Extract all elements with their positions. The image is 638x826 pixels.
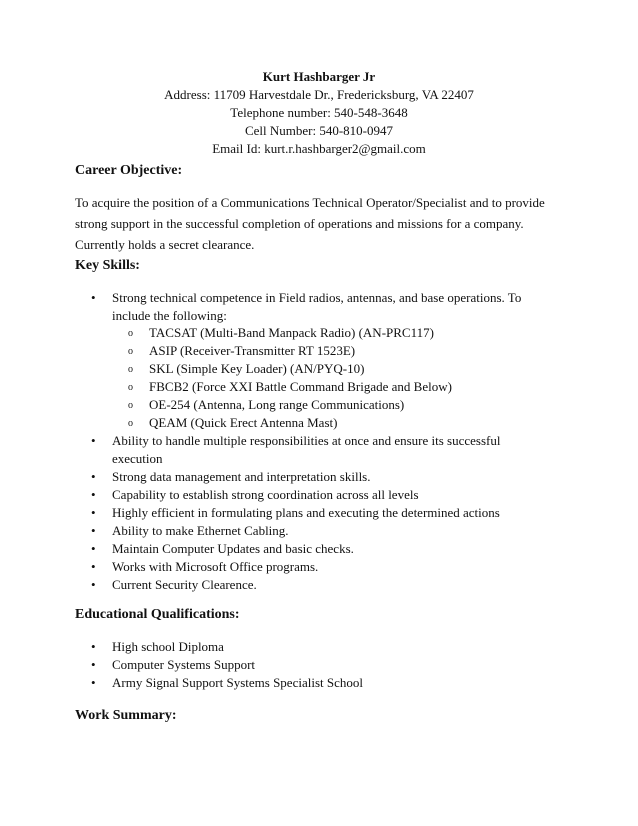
bullet-icon: • — [91, 541, 96, 556]
list-item — [0, 540, 552, 558]
list-item — [0, 674, 552, 692]
cell-line: Cell Number: 540-810-0947 — [244, 123, 394, 138]
bullet-icon: • — [91, 433, 96, 448]
sub-list-item — [0, 342, 452, 360]
skill-text: Ability to make Ethernet Cabling. — [112, 523, 289, 538]
bullet-icon: • — [91, 505, 96, 520]
email-line: Email Id: kurt.r.hashbarger2@gmail.com — [212, 141, 426, 156]
skill-text: Maintain Computer Updates and basic checks. — [112, 541, 354, 556]
key-skills-list — [0, 289, 552, 325]
circle-bullet-icon: o — [128, 346, 133, 357]
bullet-icon: • — [91, 487, 96, 502]
equipment-text: OE-254 (Antenna, Long range Communications) — [149, 397, 405, 412]
list-item — [0, 656, 552, 674]
circle-bullet-icon: o — [128, 364, 133, 375]
list-item — [0, 468, 552, 486]
skill-text: Ability to handle multiple responsibilities at once and ensure its successful execution — [112, 433, 501, 466]
list-item — [0, 576, 552, 594]
education-list — [0, 638, 552, 692]
list-item — [0, 558, 552, 576]
circle-bullet-icon: o — [128, 328, 133, 339]
bullet-icon: • — [91, 577, 96, 592]
equipment-sublist — [0, 324, 452, 432]
career-objective-text: To acquire the position of a Communications Technical Operator/Specialist and to provide strong support in the successful completion of operations and missions for a company. Currently holds a secret clearance. — [75, 195, 545, 252]
bullet-icon: • — [91, 290, 96, 305]
equipment-text: QEAM (Quick Erect Antenna Mast) — [149, 415, 338, 430]
circle-bullet-icon: o — [128, 418, 133, 429]
bullet-icon: • — [91, 675, 96, 690]
address-line: Address: 11709 Harvestdale Dr., Fredericksburg, VA 22407 — [164, 87, 474, 102]
equipment-text: TACSAT (Multi-Band Manpack Radio) (AN-PRC117) — [149, 325, 434, 340]
skill-text: Current Security Clearence. — [112, 577, 257, 592]
list-item — [0, 638, 552, 656]
bullet-icon: • — [91, 657, 96, 672]
circle-bullet-icon: o — [128, 382, 133, 393]
equipment-text: FBCB2 (Force XXI Battle Command Brigade and Below) — [149, 379, 452, 394]
career-objective-heading: Career Objective: — [75, 163, 183, 178]
sub-list-item — [0, 378, 452, 396]
list-item — [0, 432, 552, 468]
education-text: High school Diploma — [112, 639, 224, 654]
skill-text: Works with Microsoft Office programs. — [112, 559, 319, 574]
education-heading: Educational Qualifications: — [75, 607, 240, 622]
circle-bullet-icon: o — [128, 400, 133, 411]
sub-list-item — [0, 396, 452, 414]
skill-text: Strong technical competence in Field radios, antennas, and base operations. To include the following: — [112, 290, 522, 323]
skill-text: Capability to establish strong coordination across all levels — [112, 487, 419, 502]
contact-header — [0, 68, 638, 158]
list-item — [0, 289, 552, 325]
sub-list-item — [0, 324, 452, 342]
bullet-icon: • — [91, 523, 96, 538]
key-skills-heading: Key Skills: — [75, 258, 140, 273]
key-skills-list-continued — [0, 432, 552, 594]
list-item — [0, 486, 552, 504]
bullet-icon: • — [91, 559, 96, 574]
education-text: Army Signal Support Systems Specialist School — [112, 675, 363, 690]
telephone-line: Telephone number: 540-548-3648 — [230, 105, 408, 120]
sub-list-item — [0, 360, 452, 378]
applicant-name: Kurt Hashbarger Jr — [262, 69, 376, 84]
work-summary-heading: Work Summary: — [75, 708, 177, 723]
skill-text: Highly efficient in formulating plans and executing the determined actions — [112, 505, 500, 520]
bullet-icon: • — [91, 469, 96, 484]
bullet-icon: • — [91, 639, 96, 654]
sub-list-item — [0, 414, 452, 432]
equipment-text: ASIP (Receiver-Transmitter RT 1523E) — [149, 343, 356, 358]
equipment-text: SKL (Simple Key Loader) (AN/PYQ-10) — [149, 361, 365, 376]
list-item — [0, 504, 552, 522]
list-item — [0, 522, 552, 540]
education-text: Computer Systems Support — [112, 657, 256, 672]
skill-text: Strong data management and interpretation skills. — [112, 469, 371, 484]
